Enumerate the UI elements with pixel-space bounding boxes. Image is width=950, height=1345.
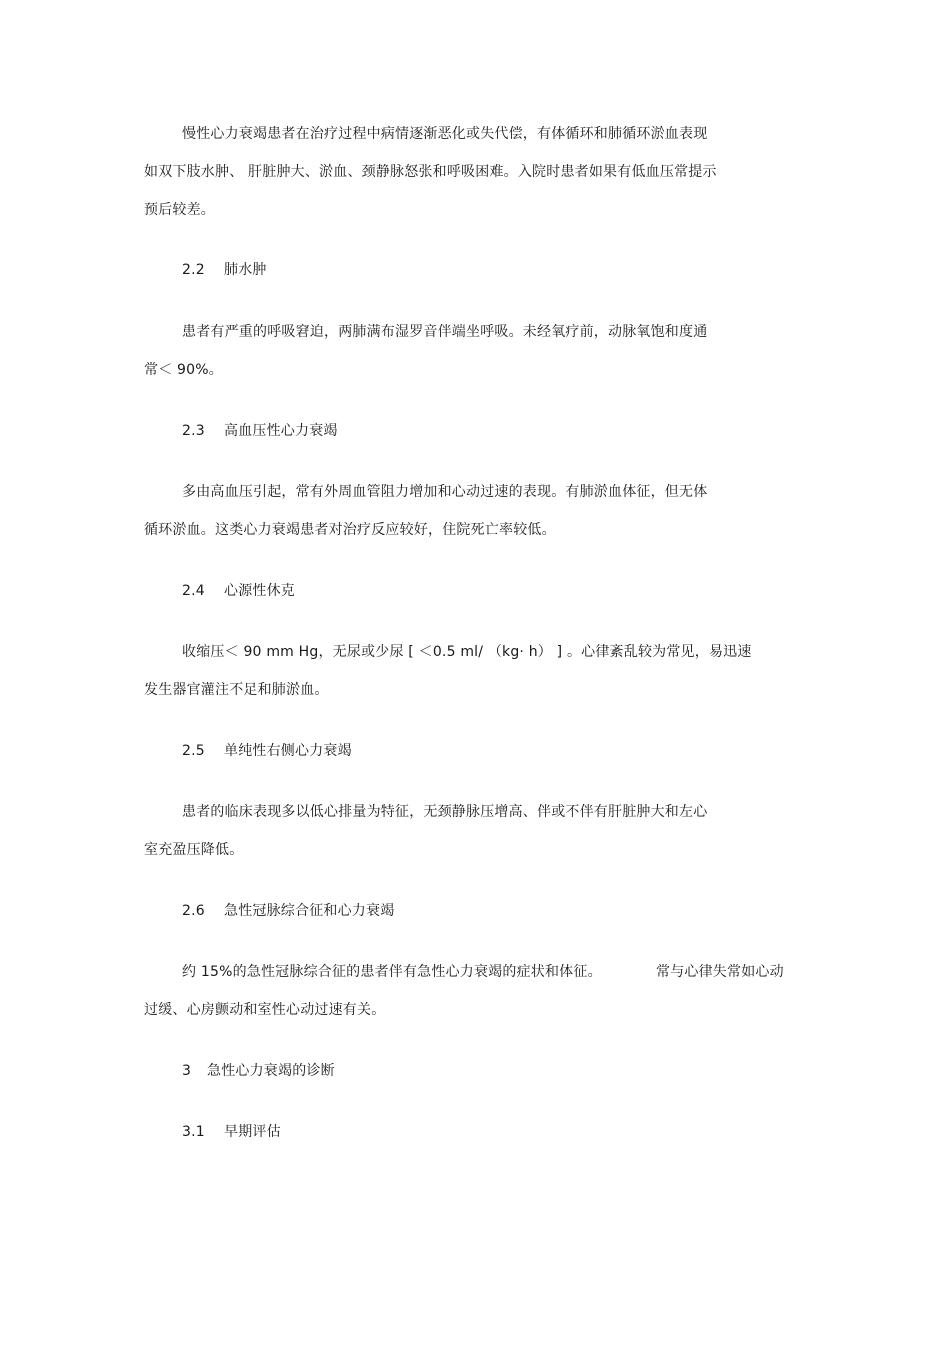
section-heading [182, 1061, 335, 1081]
section-heading [182, 581, 295, 601]
paragraph-line: 约 15%的急性冠脉综合征的患者伴有急性心力衰竭的症状和体征。 [182, 964, 602, 980]
section-number: 3 [182, 1063, 192, 1079]
section-title: 高血压性心力衰竭 [224, 423, 338, 439]
paragraph-line: 发生器官灌注不足和肺淤血。 [144, 682, 329, 698]
paragraph-line: 收缩压＜ 90 mm Hg，无尿或少尿 [ ＜0.5 ml/ （kg· h） ] 。心律紊乱较为常见，易迅速 [182, 644, 752, 660]
section-number: 2.2 [182, 262, 205, 278]
section-title: 心源性休克 [224, 583, 295, 599]
section-heading [182, 741, 352, 761]
section-title: 早期评估 [224, 1124, 281, 1140]
section-heading [182, 1122, 281, 1142]
section-number: 2.5 [182, 743, 205, 759]
paragraph-line: 患者有严重的呼吸窘迫，两肺满布湿罗音伴端坐呼吸。未经氧疗前，动脉氧饱和度通 [182, 324, 708, 340]
paragraph-line: 预后较差。 [144, 202, 215, 218]
paragraph-line: 室充盈压降低。 [144, 842, 244, 858]
paragraph-line: 如双下肢水肿、 肝脏肿大、淤血、颈静脉怒张和呼吸困难。入院时患者如果有低血压常提示 [144, 164, 717, 180]
section-heading [182, 901, 394, 921]
section-number: 3.1 [182, 1124, 205, 1140]
section-title: 单纯性右侧心力衰竭 [224, 743, 352, 759]
paragraph-line: 常＜ 90%。 [144, 362, 223, 378]
section-title: 肺水肿 [224, 262, 267, 278]
section-number: 2.4 [182, 583, 205, 599]
section-title: 急性冠脉综合征和心力衰竭 [224, 903, 395, 919]
paragraph-line: 循环淤血。这类心力衰竭患者对治疗反应较好，住院死亡率较低。 [144, 522, 556, 538]
paragraph-line: 多由高血压引起，常有外周血管阻力增加和心动过速的表现。有肺淤血体征，但无体 [182, 484, 708, 500]
paragraph-line: 常与心律失常如心动 [656, 964, 784, 980]
section-number: 2.3 [182, 423, 205, 439]
section-number: 2.6 [182, 903, 205, 919]
paragraph-line: 过缓、心房颤动和室性心动过速有关。 [144, 1002, 386, 1018]
paragraph-line: 慢性心力衰竭患者在治疗过程中病情逐渐恶化或失代偿，有体循环和肺循环淤血表现 [182, 126, 708, 142]
section-title: 急性心力衰竭的诊断 [207, 1063, 335, 1079]
paragraph-line: 患者的临床表现多以低心排量为特征，无颈静脉压增高、伴或不伴有肝脏肿大和左心 [182, 804, 708, 820]
section-heading [182, 260, 267, 280]
section-heading [182, 421, 338, 441]
